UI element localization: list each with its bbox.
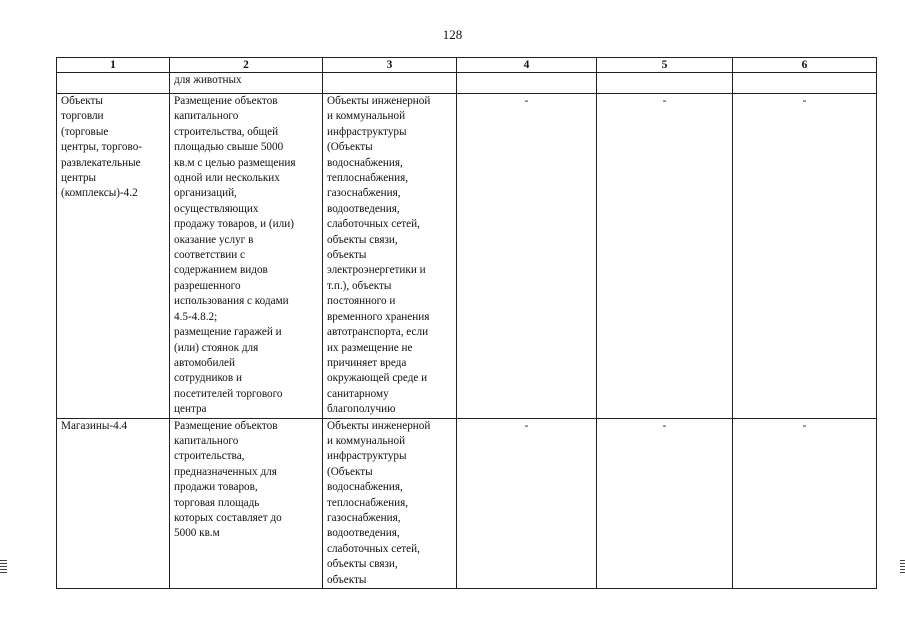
table-cell: для животных	[170, 73, 323, 94]
table-cell: Размещение объектов капитального строительства, предназначенных для продажи товаров, торговая площадь которых составляет до 5000 кв.м	[170, 418, 323, 588]
column-header-3: 3	[323, 58, 457, 73]
continuation-row	[57, 73, 877, 94]
table-cell: -	[597, 94, 733, 419]
column-header-4: 4	[457, 58, 597, 73]
table-cell	[457, 73, 597, 94]
scan-margin-mark	[900, 560, 905, 574]
scan-margin-mark	[0, 560, 7, 574]
header-row	[57, 58, 877, 73]
table-row	[57, 94, 877, 419]
table-cell: -	[733, 94, 877, 419]
table-cell: -	[597, 418, 733, 588]
table-cell: Объекты торговли (торговые центры, торгово- развлекательные центры (комплексы)-4.2	[57, 94, 170, 419]
table-cell	[733, 73, 877, 94]
land-use-table	[56, 57, 877, 589]
table-cell: Магазины-4.4	[57, 418, 170, 588]
table-cell: Объекты инженерной и коммунальной инфраструктуры (Объекты водоснабжения, теплоснабжения, газоснабжения, водоотведения, слаботочных сетей, объекты связи, объекты	[323, 418, 457, 588]
table-cell	[323, 73, 457, 94]
column-header-5: 5	[597, 58, 733, 73]
table-cell: Объекты инженерной и коммунальной инфраструктуры (Объекты водоснабжения, теплоснабжения, газоснабжения, водоотведения, слаботочных сетей, объекты связи, объекты электроэнергетики и т.п.), объекты постоянного и временного хранения автотранспорта, если их размещение не причиняет вреда окружающей среде и санитарному благополучию	[323, 94, 457, 419]
table-cell: -	[457, 94, 597, 419]
table-cell: -	[733, 418, 877, 588]
column-header-1: 1	[57, 58, 170, 73]
page-number: 128	[442, 27, 463, 42]
table-cell	[597, 73, 733, 94]
table-cell: Размещение объектов капитального строительства, общей площадью свыше 5000 кв.м с целью размещения одной или нескольких организаций, осуществляющих продажу товаров, и (или) оказание услуг в соответствии с содержанием видов разрешенного использования с кодами 4.5-4.8.2; размещение гаражей и (или) стоянок для автомобилей сотрудников и посетителей торгового центра	[170, 94, 323, 419]
table-cell	[57, 73, 170, 94]
column-header-2: 2	[170, 58, 323, 73]
table-cell: -	[457, 418, 597, 588]
table-row	[57, 418, 877, 588]
column-header-6: 6	[733, 58, 877, 73]
